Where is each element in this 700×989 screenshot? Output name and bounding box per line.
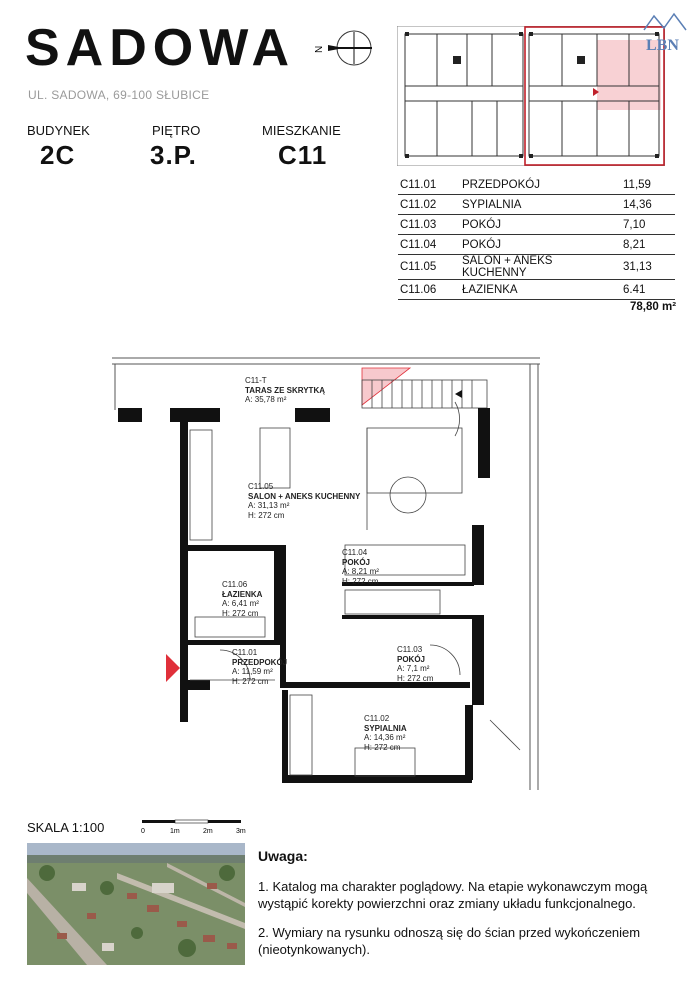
room-code: C11.04 bbox=[398, 235, 460, 255]
room-area: 7,10 bbox=[621, 215, 675, 235]
scale-tick: 1m bbox=[170, 828, 180, 835]
apartment-value: C11 bbox=[278, 140, 328, 170]
aerial-photo bbox=[27, 843, 245, 965]
table-row bbox=[398, 175, 675, 195]
room-code: C11.03 bbox=[398, 215, 460, 235]
key-plan bbox=[397, 26, 665, 166]
rooms-table bbox=[398, 175, 675, 300]
floor-plan bbox=[110, 350, 550, 810]
scale-tick: 3m bbox=[236, 828, 246, 835]
table-row bbox=[398, 255, 675, 280]
table-row bbox=[398, 195, 675, 215]
project-address: UL. SADOWA, 69-100 SŁUBICE bbox=[28, 88, 210, 102]
room-label-pokoj-c11-04: C11.04 POKÓJ A: 8,21 m² H: 272 cm bbox=[342, 548, 379, 586]
room-label-salon: C11.05 SALON + ANEKS KUCHENNY A: 31,13 m² H: 272 cm bbox=[248, 482, 361, 520]
note-2: 2. Wymiary na rysunku odnoszą się do ścian przed wykończeniem (nieotynkowanych). bbox=[258, 925, 641, 957]
room-name: POKÓJ bbox=[460, 235, 621, 255]
room-area: 14,36 bbox=[621, 195, 675, 215]
room-name: PRZEDPOKÓJ bbox=[460, 175, 621, 195]
floor-label: PIĘTRO bbox=[152, 123, 201, 138]
note-1: 1. Katalog ma charakter poglądowy. Na etapie wykonawczym mogą wystąpić korekty powierzchni oraz zmiany układu funkcjonalnego. bbox=[258, 879, 648, 911]
room-area: 8,21 bbox=[621, 235, 675, 255]
room-area: 31,13 bbox=[621, 255, 675, 280]
notes-title: Uwaga: bbox=[258, 848, 308, 864]
table-row bbox=[398, 280, 675, 300]
room-label-przedpokoj: C11.01 PRZEDPOKÓJ A: 11,59 m² H: 272 cm bbox=[232, 648, 288, 686]
scale-bar bbox=[140, 818, 255, 838]
room-label-sypialnia: C11.02 SYPIALNIA A: 14,36 m² H: 272 cm bbox=[364, 714, 407, 752]
scale-tick: 0 bbox=[141, 828, 145, 835]
floor-value: 3.P. bbox=[150, 140, 197, 170]
room-label-terrace: C11-T TARAS ZE SKRYTKĄ A: 35,78 m² bbox=[245, 376, 325, 404]
developer-logo-icon bbox=[640, 10, 692, 58]
room-code: C11.02 bbox=[398, 195, 460, 215]
room-area: 11,59 bbox=[621, 175, 675, 195]
building-value: 2C bbox=[40, 140, 76, 170]
apartment-label: MIESZKANIE bbox=[262, 123, 341, 138]
room-name: SALON + ANEKS KUCHENNY bbox=[460, 255, 621, 280]
room-label-lazienka: C11.06 ŁAZIENKA A: 6,41 m² H: 272 cm bbox=[222, 580, 263, 618]
room-label-pokoj-c11-03: C11.03 POKÓJ A: 7,1 m² H: 272 cm bbox=[397, 645, 434, 683]
room-name: ŁAZIENKA bbox=[460, 280, 621, 300]
north-label: N bbox=[314, 45, 325, 53]
project-title: SADOWA bbox=[25, 19, 295, 77]
room-code: C11.05 bbox=[398, 255, 460, 280]
room-code: C11.06 bbox=[398, 280, 460, 300]
table-row bbox=[398, 215, 675, 235]
entrance-marker-icon bbox=[166, 654, 180, 682]
logo-text: LBN bbox=[646, 37, 679, 54]
scale-tick: 2m bbox=[203, 828, 213, 835]
table-row bbox=[398, 235, 675, 255]
room-name: SYPIALNIA bbox=[460, 195, 621, 215]
scale-label: SKALA 1:100 bbox=[27, 820, 105, 835]
building-label: BUDYNEK bbox=[27, 123, 90, 138]
room-area: 6.41 bbox=[621, 280, 675, 300]
north-arrow-icon bbox=[312, 28, 376, 68]
total-area: 78,80 m² bbox=[630, 301, 677, 313]
room-name: POKÓJ bbox=[460, 215, 621, 235]
floor-plan-drawing bbox=[110, 350, 550, 810]
room-code: C11.01 bbox=[398, 175, 460, 195]
